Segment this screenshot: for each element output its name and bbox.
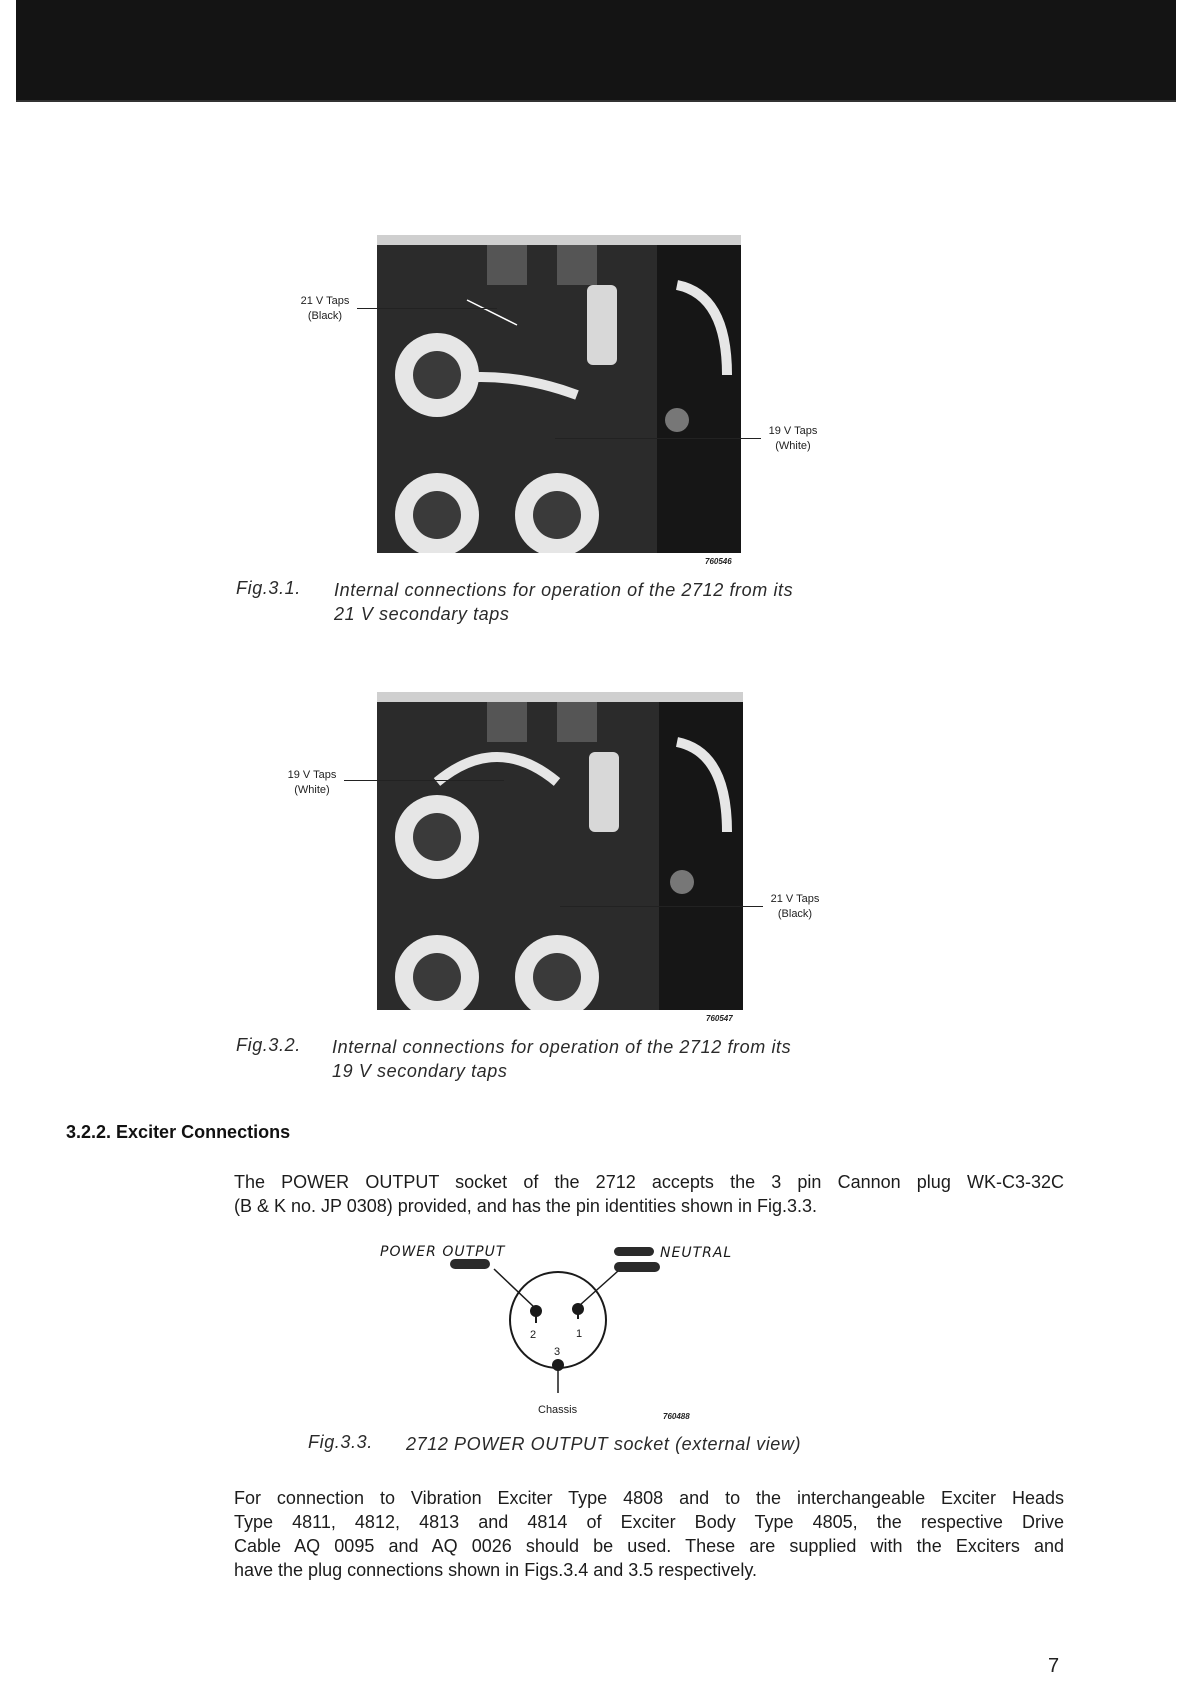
caption-line: 2712 POWER OUTPUT socket (external view): [406, 1434, 802, 1454]
paragraph-line: Type 4811, 4812, 4813 and 4814 of Exciter Body Type 4805, the respective Drive: [234, 1512, 1064, 1532]
figure-id: 760488: [663, 1412, 690, 1421]
figure-3-1-photo: [377, 235, 741, 553]
paragraph: [234, 1486, 1064, 1582]
callout-right: 21 V Taps (Black): [770, 893, 820, 920]
figure-3-1-caption: [236, 578, 896, 630]
paragraph: [234, 1170, 1064, 1218]
figure-3-2-caption: [236, 1035, 896, 1087]
page-number: 7: [1048, 1655, 1060, 1677]
callout-left: 21 V Taps (Black): [300, 295, 350, 322]
marker-bar: [614, 1262, 660, 1272]
pin-label: 2: [530, 1329, 537, 1341]
figure-number: Fig.3.3.: [308, 1432, 373, 1452]
figure-3-3-caption: [308, 1432, 868, 1458]
figure-number: Fig.3.2.: [236, 1035, 301, 1055]
paragraph-line: For connection to Vibration Exciter Type 4808 and to the interchangeable Exciter Heads: [234, 1488, 1064, 1508]
figure-number: Fig.3.1.: [236, 578, 301, 598]
paragraph-line: have the plug connections shown in Figs.3.4 and 3.5 respectively.: [234, 1560, 757, 1580]
chassis-photo-illustration: [377, 235, 741, 553]
figure-id: 760546: [705, 557, 732, 566]
leader-line: [344, 780, 504, 781]
socket-diagram: [370, 1235, 800, 1425]
header-rule: [16, 100, 1176, 102]
marker-bar: [450, 1259, 490, 1269]
scanned-header-band: [16, 0, 1176, 100]
marker-bar: [614, 1247, 654, 1256]
handwritten-neutral: NEUTRAL: [660, 1245, 733, 1261]
chassis-photo-illustration: [377, 692, 743, 1010]
caption-line: 19 V secondary taps: [332, 1061, 508, 1081]
leader-line: [555, 438, 761, 439]
handwritten-power-output: POWER OUTPUT: [380, 1244, 506, 1260]
pin-label: 1: [576, 1328, 583, 1340]
leader-line: [357, 308, 497, 309]
leader-line: [560, 906, 763, 907]
figure-id: 760547: [706, 1014, 733, 1023]
section-heading: 3.2.2. Exciter Connections: [66, 1122, 291, 1142]
caption-line: Internal connections for operation of the 2712 from its: [332, 1037, 792, 1057]
callout-right: 19 V Taps (White): [768, 425, 818, 452]
caption-line: 21 V secondary taps: [334, 604, 510, 624]
caption-line: Internal connections for operation of the 2712 from its: [334, 580, 794, 600]
paragraph-line: (B & K no. JP 0308) provided, and has the pin identities shown in Fig.3.3.: [234, 1196, 818, 1216]
callout-left: 19 V Taps (White): [287, 769, 337, 796]
chassis-label: Chassis: [538, 1404, 578, 1416]
paragraph-line: The POWER OUTPUT socket of the 2712 accepts the 3 pin Cannon plug WK-C3-32C: [234, 1172, 1064, 1192]
figure-3-2-photo: [377, 692, 743, 1010]
pin-label: 3: [554, 1346, 561, 1358]
paragraph-line: Cable AQ 0095 and AQ 0026 should be used. These are supplied with the Exciters and: [234, 1536, 1064, 1556]
socket-drawing: [370, 1235, 800, 1425]
